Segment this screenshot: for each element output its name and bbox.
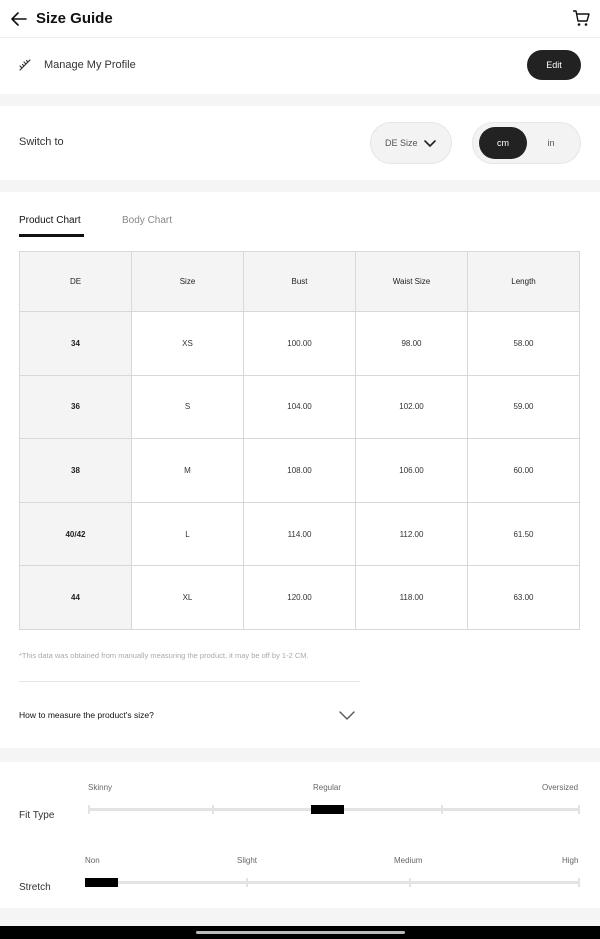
fit-scale-label: Skinny	[88, 783, 113, 792]
manage-profile-label: Manage My Profile	[44, 59, 136, 71]
table-row	[20, 566, 580, 630]
switch-label: Switch to	[19, 136, 64, 148]
table-cell: 102.00	[356, 375, 468, 439]
table-cell: 59.00	[468, 375, 580, 439]
table-cell: L	[132, 502, 244, 566]
table-cell: 112.00	[356, 502, 468, 566]
table-cell: 44	[20, 566, 132, 630]
stretch-scale-label: Medium	[394, 856, 423, 865]
table-cell: 104.00	[244, 375, 356, 439]
column-header: Bust	[244, 252, 356, 312]
column-header: Length	[468, 252, 580, 312]
divider	[19, 681, 360, 682]
table-row	[20, 502, 580, 566]
chevron-down-icon	[423, 137, 437, 151]
unit-option-in[interactable]: in	[547, 138, 555, 148]
tab-body-chart[interactable]: Body Chart	[122, 215, 173, 226]
section-divider	[0, 908, 600, 926]
size-system-select[interactable]	[370, 122, 452, 164]
section-divider	[0, 94, 600, 106]
table-cell: 118.00	[356, 566, 468, 630]
size-chart-section	[0, 192, 600, 748]
home-indicator[interactable]	[196, 931, 405, 934]
table-cell: 40/42	[20, 502, 132, 566]
stretch-scale	[88, 881, 580, 884]
manage-profile-row[interactable]	[0, 38, 600, 94]
table-cell: S	[132, 375, 244, 439]
stretch-title: Stretch	[19, 882, 51, 893]
scale-tick	[441, 805, 443, 814]
scale-tick	[212, 805, 214, 814]
stretch-scale-label: High	[562, 856, 579, 865]
table-cell: 100.00	[244, 312, 356, 376]
cart-icon[interactable]	[572, 9, 592, 29]
stretch-marker	[85, 878, 118, 887]
column-header: DE	[20, 252, 132, 312]
unit-toggle	[472, 122, 581, 164]
column-header: Size	[132, 252, 244, 312]
active-tab-indicator	[19, 234, 84, 237]
table-cell: XS	[132, 312, 244, 376]
stretch-scale-label: Non	[85, 856, 100, 865]
table-cell: 114.00	[244, 502, 356, 566]
table-cell: M	[132, 439, 244, 503]
section-divider	[0, 748, 600, 762]
fit-section	[0, 762, 600, 908]
scale-tick	[578, 878, 580, 887]
table-cell: 98.00	[356, 312, 468, 376]
table-cell: 36	[20, 375, 132, 439]
fit-scale-label: Oversized	[542, 783, 579, 792]
edit-button[interactable]: Edit	[527, 50, 581, 80]
fit-type-marker	[311, 805, 344, 814]
switch-row	[0, 106, 600, 180]
measurement-note: *This data was obtained from manually measuring the product, it may be off by 1-2 CM.	[19, 651, 309, 660]
table-cell: 108.00	[244, 439, 356, 503]
table-cell: XL	[132, 566, 244, 630]
unit-option-cm[interactable]: cm	[479, 127, 527, 159]
table-row	[20, 375, 580, 439]
table-cell: 58.00	[468, 312, 580, 376]
table-header-row	[20, 252, 580, 312]
table-cell: 60.00	[468, 439, 580, 503]
table-cell: 120.00	[244, 566, 356, 630]
table-cell: 38	[20, 439, 132, 503]
fit-type-title: Fit Type	[19, 810, 55, 821]
chevron-down-icon[interactable]	[339, 709, 355, 721]
scale-tick	[246, 878, 248, 887]
table-cell: 61.50	[468, 502, 580, 566]
table-cell: 63.00	[468, 566, 580, 630]
column-header: Waist Size	[356, 252, 468, 312]
table-cell: 34	[20, 312, 132, 376]
ruler-edit-icon	[18, 58, 32, 72]
size-table	[19, 251, 580, 630]
table-cell: 106.00	[356, 439, 468, 503]
page-title: Size Guide	[36, 10, 113, 27]
table-row	[20, 439, 580, 503]
scale-tick	[88, 805, 90, 814]
how-to-measure-link[interactable]: How to measure the product's size?	[19, 710, 154, 720]
back-arrow-icon[interactable]	[9, 9, 29, 29]
fit-type-scale	[88, 808, 580, 811]
scale-tick	[578, 805, 580, 814]
fit-scale-label: Regular	[313, 783, 342, 792]
tab-product-chart[interactable]: Product Chart	[19, 215, 81, 226]
stretch-scale-label: Slight	[237, 856, 258, 865]
app-header	[0, 0, 600, 38]
table-row	[20, 312, 580, 376]
scale-tick	[409, 878, 411, 887]
section-divider	[0, 180, 600, 192]
size-system-value: DE Size	[385, 138, 418, 148]
